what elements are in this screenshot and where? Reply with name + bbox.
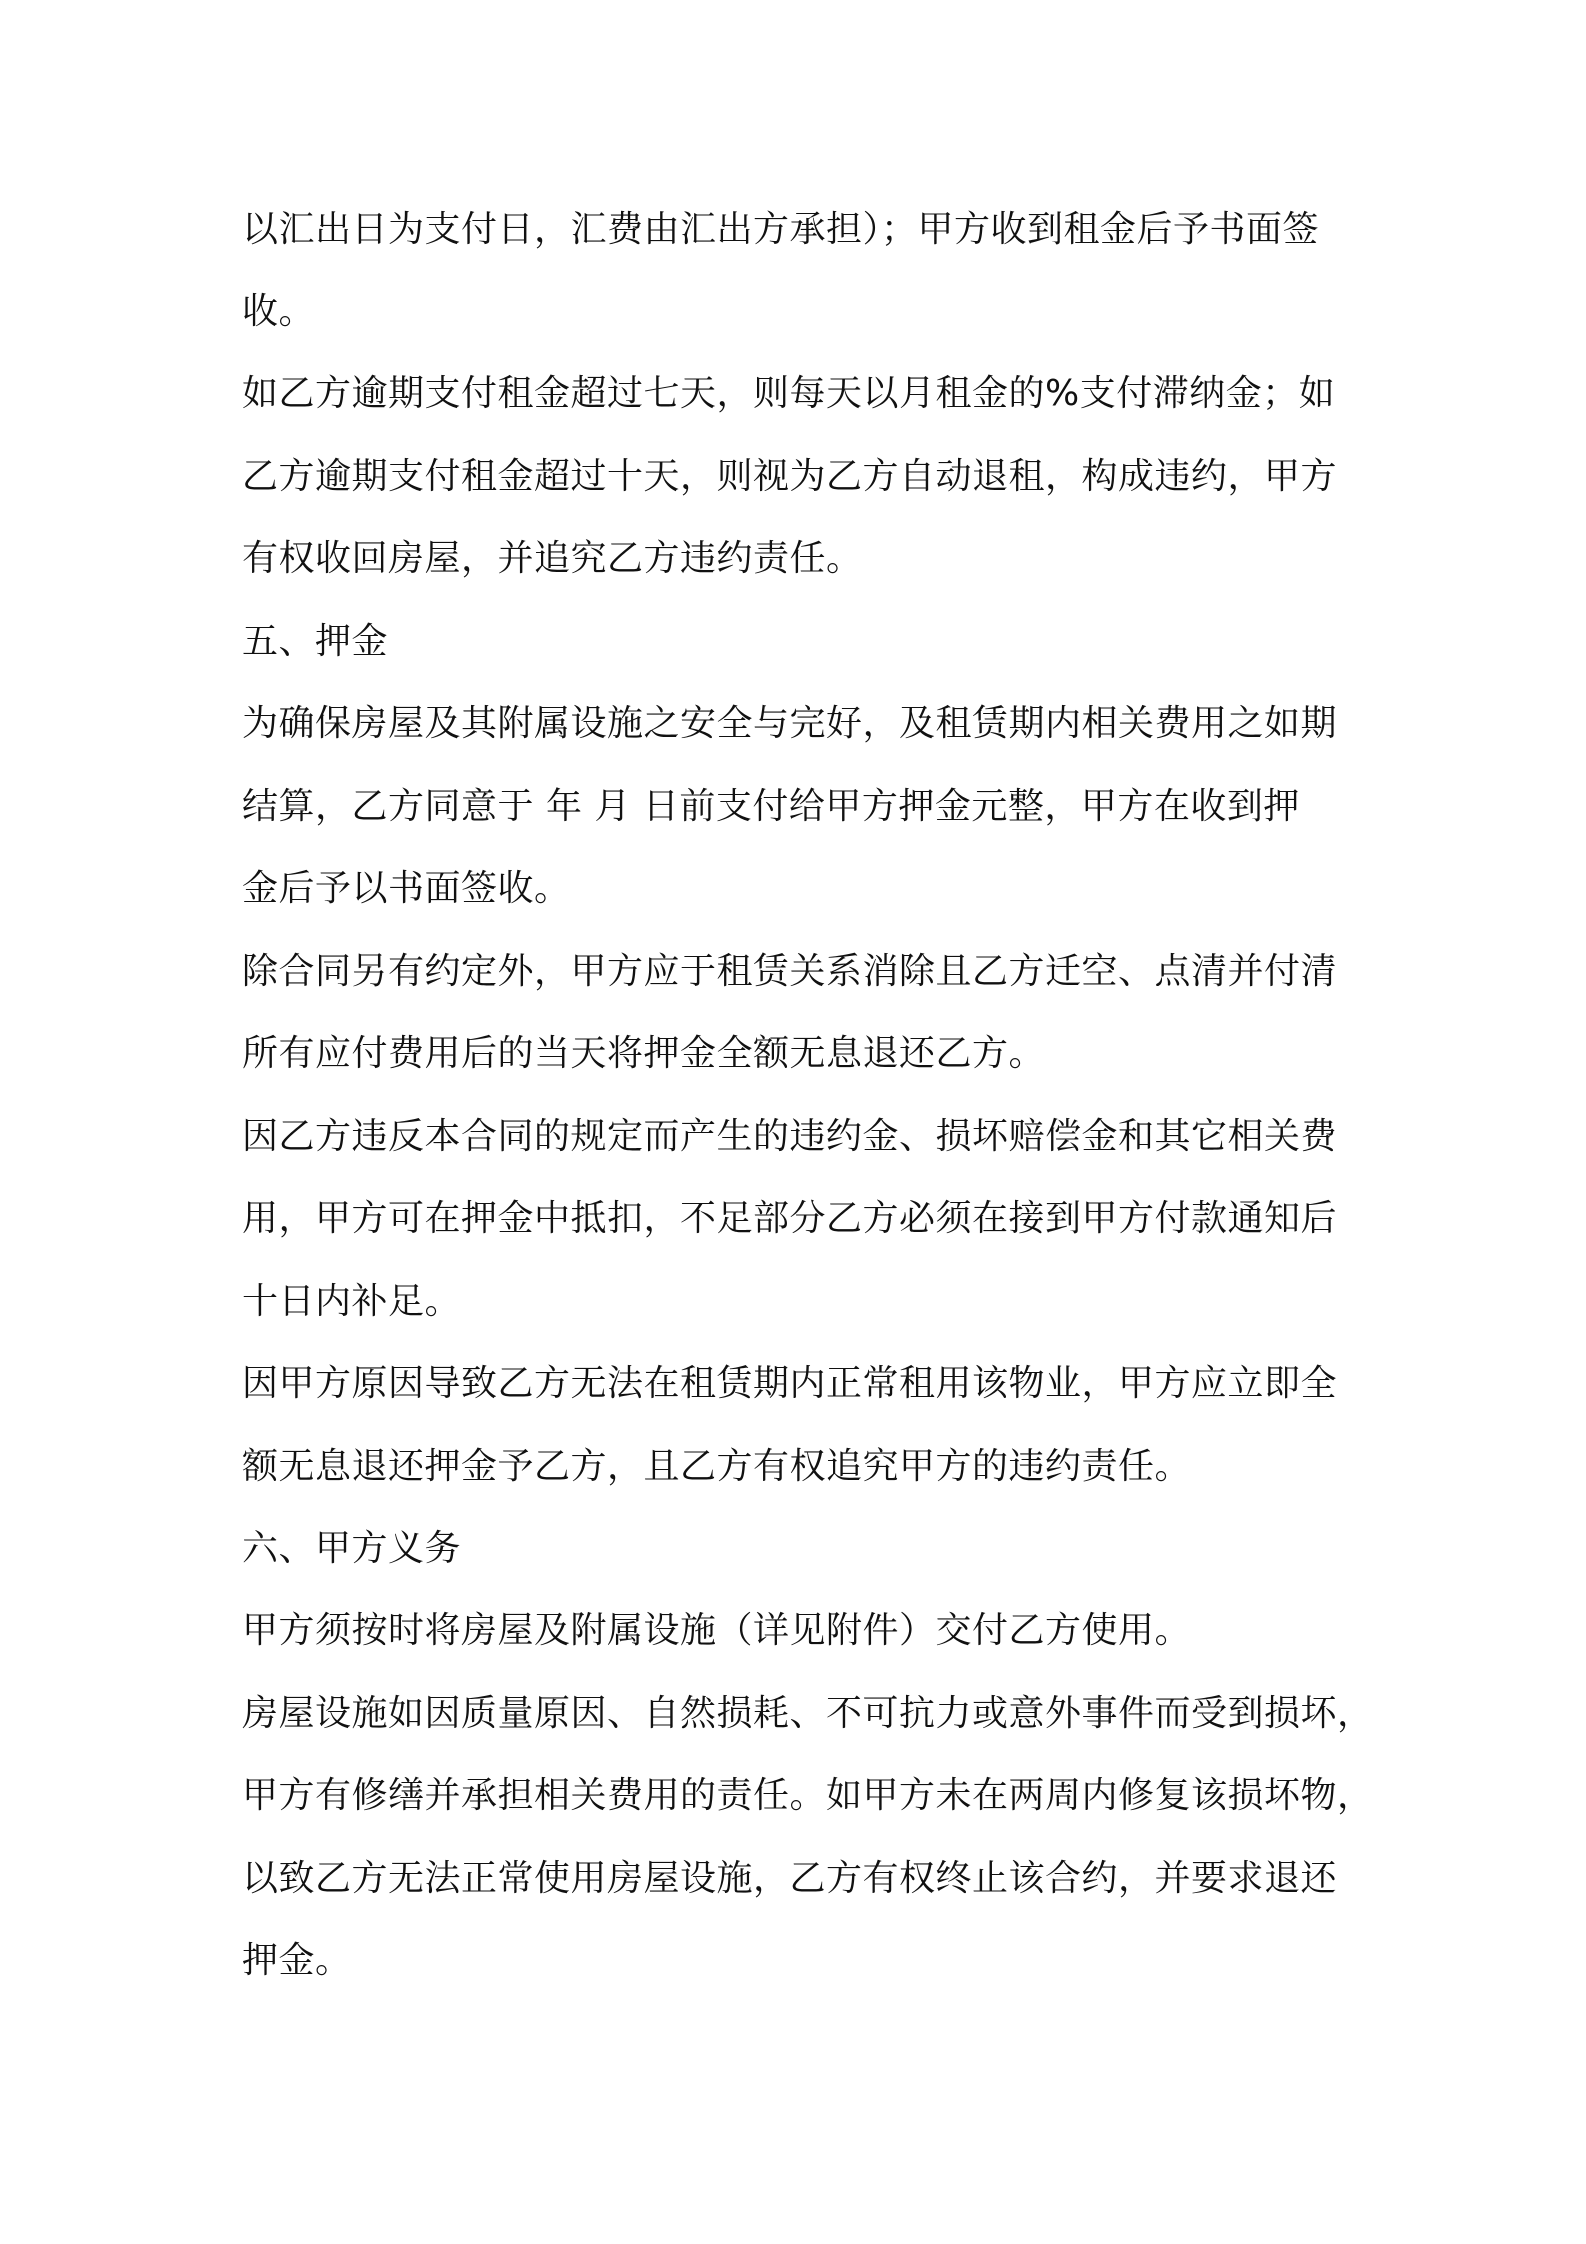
text-line: 结算，乙方同意于 年 月 日前支付给甲方押金元整，甲方在收到押 xyxy=(242,786,1300,827)
text-line: 房屋设施如因质量原因、自然损耗、不可抗力或意外事件而受到损坏， xyxy=(242,1693,1374,1734)
text-line: 收。 xyxy=(242,291,316,332)
text-line: 以致乙方无法正常使用房屋设施，乙方有权终止该合约，并要求退还 xyxy=(242,1858,1338,1899)
text-line: 甲方须按时将房屋及附属设施（详见附件）交付乙方使用。 xyxy=(242,1610,1192,1651)
text-line: 因乙方违反本合同的规定而产生的违约金、损坏赔偿金和其它相关费 xyxy=(242,1116,1338,1157)
section-heading: 五、押金 xyxy=(242,621,389,662)
text-line: 额无息退还押金予乙方，且乙方有权追究甲方的违约责任。 xyxy=(242,1446,1192,1487)
text-line: 十日内补足。 xyxy=(242,1281,462,1322)
text-line: 乙方逾期支付租金超过十天，则视为乙方自动退租，构成违约，甲方 xyxy=(242,456,1338,497)
text-line: 用，甲方可在押金中抵扣，不足部分乙方必须在接到甲方付款通知后 xyxy=(242,1198,1338,1239)
text-line: 押金。 xyxy=(242,1940,352,1981)
text-line: 金后予以书面签收。 xyxy=(242,868,571,909)
text-line: 以汇出日为支付日，汇费由汇出方承担）；甲方收到租金后予书面签 xyxy=(242,209,1320,250)
text-line: 为确保房屋及其附属设施之安全与完好，及租赁期内相关费用之如期 xyxy=(242,703,1338,744)
section-heading: 六、甲方义务 xyxy=(242,1528,462,1569)
text-line: 因甲方原因导致乙方无法在租赁期内正常租用该物业，甲方应立即全 xyxy=(242,1363,1338,1404)
text-line: 有权收回房屋，并追究乙方违约责任。 xyxy=(242,538,863,579)
text-line: 如乙方逾期支付租金超过七天，则每天以月租金的%支付滞纳金；如 xyxy=(242,373,1336,414)
text-line: 所有应付费用后的当天将押金全额无息退还乙方。 xyxy=(242,1033,1046,1074)
text-line: 甲方有修缮并承担相关费用的责任。如甲方未在两周内修复该损坏物， xyxy=(242,1775,1374,1816)
text-line: 除合同另有约定外，甲方应于租赁关系消除且乙方迁空、点清并付清 xyxy=(242,951,1338,992)
